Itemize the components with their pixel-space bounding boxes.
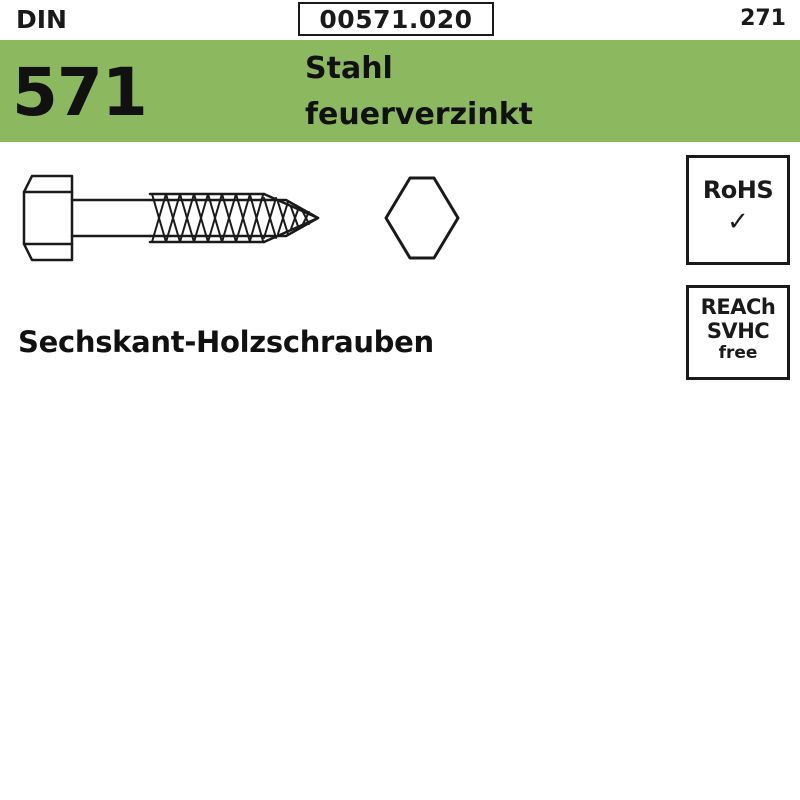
reach-label: REACh: [700, 295, 776, 319]
page-title: Sechskant-Holzschrauben: [18, 325, 434, 359]
standard-prefix-label: DIN: [16, 5, 67, 34]
page-number: 271: [740, 6, 786, 31]
technical-drawing: [0, 150, 800, 290]
screw-shank: [72, 200, 150, 236]
rohs-badge: [686, 155, 790, 265]
rohs-label: RoHS: [702, 176, 774, 204]
page-header: [0, 0, 800, 40]
hex-head-side: [24, 176, 72, 260]
svhc-label: SVHC: [706, 319, 770, 343]
screw-thread-body: [150, 200, 318, 236]
article-code-text: 00571.020: [319, 4, 473, 34]
hex-head-top-view: [386, 178, 458, 258]
material-line-1: Stahl: [305, 51, 393, 86]
article-code-box: [298, 2, 494, 36]
din-number: 571: [12, 54, 147, 131]
material-line-2: feuerverzinkt: [305, 97, 533, 132]
reach-svhc-badge: [686, 285, 790, 380]
free-label: free: [718, 343, 758, 363]
checkmark-icon: ✓: [727, 207, 749, 237]
